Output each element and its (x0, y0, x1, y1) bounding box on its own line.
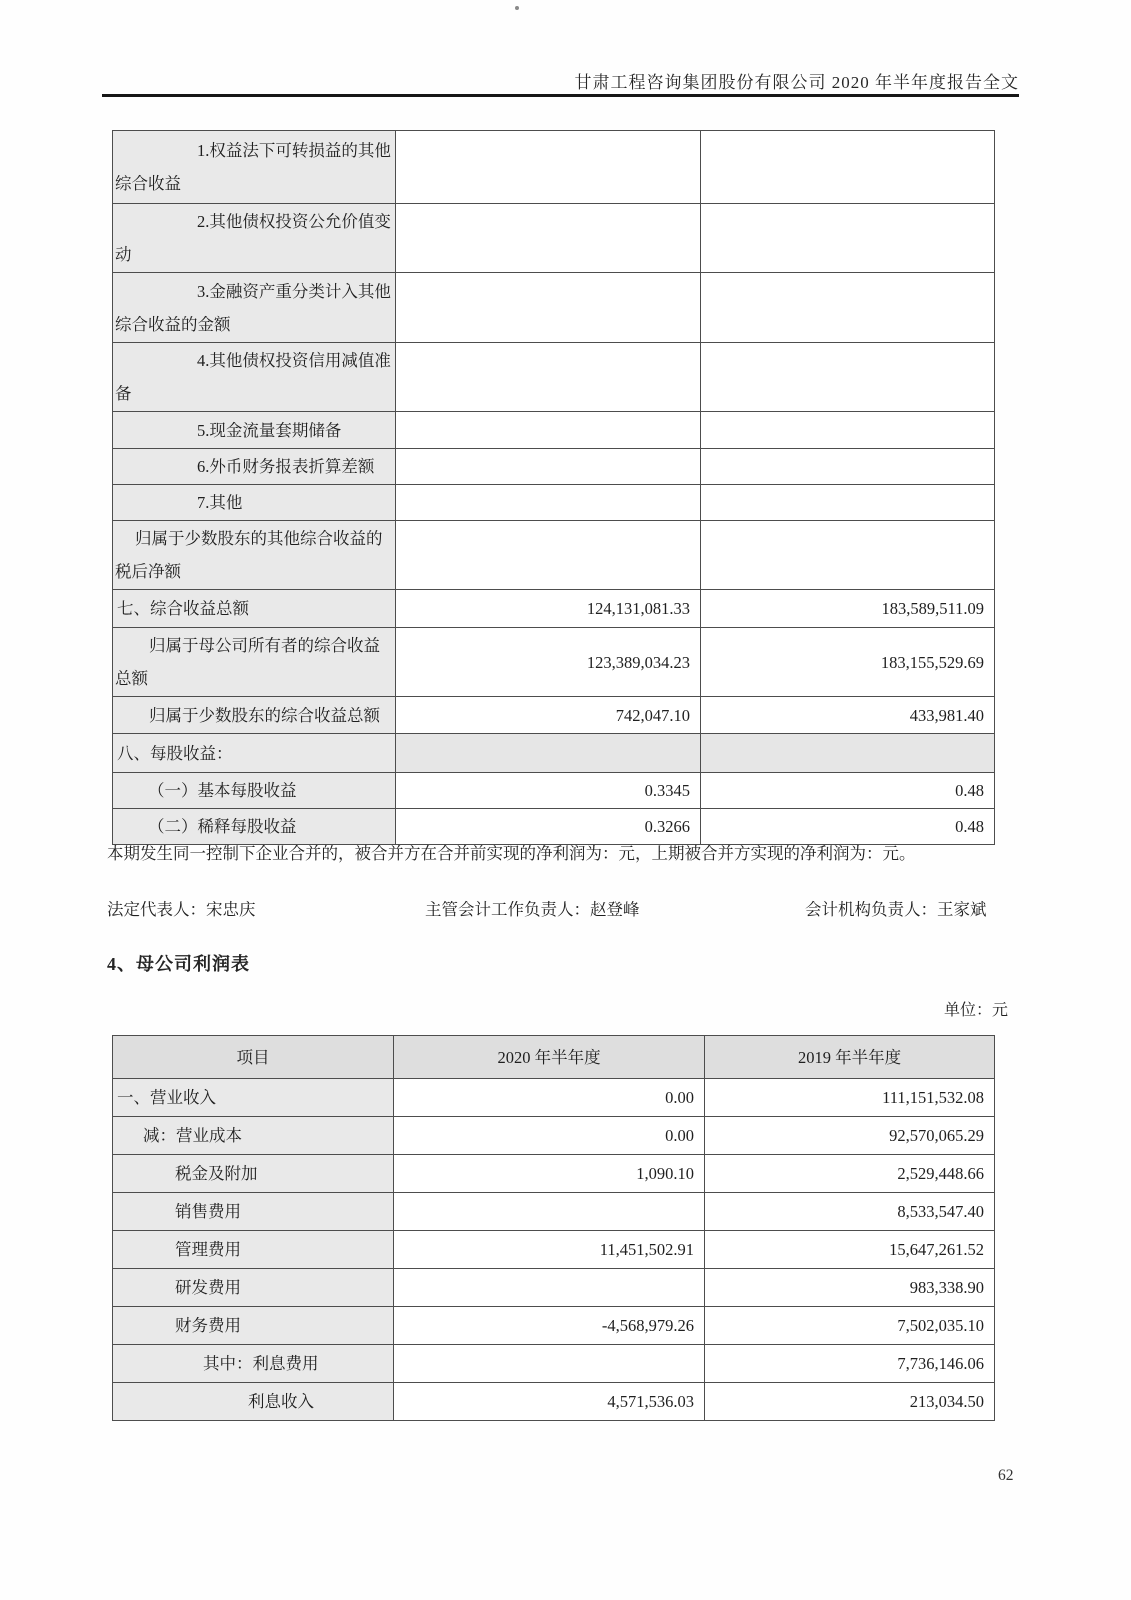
table-row (113, 1345, 995, 1383)
value-2020 (394, 1269, 705, 1307)
table-row (113, 204, 995, 273)
value-2019: 213,034.50 (705, 1383, 995, 1421)
value-2020 (396, 273, 701, 343)
row-label: 减：营业成本 (113, 1117, 394, 1155)
row-label: 6.外币财务报表折算差额 (113, 449, 396, 485)
table-row (113, 590, 995, 628)
table-row (113, 1231, 995, 1269)
merger-note-text: 本期发生同一控制下企业合并的，被合并方在合并前实现的净利润为：元，上期被合并方实现的净利润为：元。 (107, 844, 916, 863)
row-label: 归属于少数股东的其他综合收益的税后净额 (113, 521, 396, 590)
table-row (113, 1383, 995, 1421)
table-row (113, 697, 995, 734)
value-2020: 4,571,536.03 (394, 1383, 705, 1421)
row-label: 八、每股收益： (113, 734, 396, 773)
table-row (113, 1193, 995, 1231)
value-2020 (396, 131, 701, 204)
row-label: 归属于母公司所有者的综合收益总额 (113, 628, 396, 697)
value-2019: 0.48 (701, 773, 995, 809)
header-divider (102, 94, 1019, 97)
value-2020 (394, 1345, 705, 1383)
table-row (113, 343, 995, 412)
value-2020: 1,090.10 (394, 1155, 705, 1193)
value-2019 (701, 273, 995, 343)
table-row (113, 734, 995, 773)
value-2020 (396, 734, 701, 773)
table-row (113, 485, 995, 521)
value-2019: 92,570,065.29 (705, 1117, 995, 1155)
value-2020 (396, 204, 701, 273)
value-2019: 8,533,547.40 (705, 1193, 995, 1231)
value-2019: 983,338.90 (705, 1269, 995, 1307)
value-2019 (701, 204, 995, 273)
table-row (113, 1307, 995, 1345)
value-2019 (701, 521, 995, 590)
table-row (113, 521, 995, 590)
row-label: 其中：利息费用 (113, 1345, 394, 1383)
value-2019: 7,736,146.06 (705, 1345, 995, 1383)
value-2019: 15,647,261.52 (705, 1231, 995, 1269)
value-2019: 2,529,448.66 (705, 1155, 995, 1193)
value-2019: 183,589,511.09 (701, 590, 995, 628)
value-2020 (396, 449, 701, 485)
section-title: 4、母公司利润表 (107, 954, 250, 974)
value-2020: 742,047.10 (396, 697, 701, 734)
value-2020 (396, 412, 701, 449)
value-2020 (396, 521, 701, 590)
value-2020 (394, 1193, 705, 1231)
row-label: 4.其他债权投资信用减值准备 (113, 343, 396, 412)
value-2020: 0.00 (394, 1117, 705, 1155)
row-label: 七、综合收益总额 (113, 590, 396, 628)
legal-representative-signature: 法定代表人：宋忠庆 (107, 900, 256, 919)
row-label: 5.现金流量套期储备 (113, 412, 396, 449)
value-2019: 0.48 (701, 809, 995, 845)
parent-company-income-table (112, 1035, 995, 1421)
value-2019: 183,155,529.69 (701, 628, 995, 697)
row-label: 2.其他债权投资公允价值变动 (113, 204, 396, 273)
row-label: （一）基本每股收益 (113, 773, 396, 809)
value-2020 (396, 485, 701, 521)
value-2019 (701, 412, 995, 449)
row-label: 税金及附加 (113, 1155, 394, 1193)
table-row (113, 628, 995, 697)
value-2020: 0.00 (394, 1079, 705, 1117)
row-label: 研发费用 (113, 1269, 394, 1307)
value-2020: 123,389,034.23 (396, 628, 701, 697)
table-row (113, 449, 995, 485)
value-2019 (701, 485, 995, 521)
value-2020: 11,451,502.91 (394, 1231, 705, 1269)
value-2019 (701, 343, 995, 412)
row-label: 1.权益法下可转损益的其他综合收益 (113, 131, 396, 204)
scan-artifact-dot (515, 6, 519, 10)
table-row (113, 1117, 995, 1155)
value-2020: 124,131,081.33 (396, 590, 701, 628)
table-row (113, 1079, 995, 1117)
value-2019 (701, 734, 995, 773)
page-number: 62 (998, 1467, 1014, 1484)
table-row (113, 273, 995, 343)
chief-accounting-officer-signature: 主管会计工作负责人：赵登峰 (425, 900, 640, 919)
table-row (113, 773, 995, 809)
page-header-title: 甘肃工程咨询集团股份有限公司 2020 年半年度报告全文 (574, 73, 1019, 92)
unit-label: 单位：元 (943, 1002, 1008, 1019)
table-row (113, 131, 995, 204)
row-label: （二）稀释每股收益 (113, 809, 396, 845)
row-label: 管理费用 (113, 1231, 394, 1269)
value-2019 (701, 131, 995, 204)
table-header-row (113, 1036, 995, 1079)
column-header-2020: 2020 年半年度 (394, 1036, 705, 1079)
row-label: 利息收入 (113, 1383, 394, 1421)
row-label: 一、营业收入 (113, 1079, 394, 1117)
column-header-2019: 2019 年半年度 (705, 1036, 995, 1079)
row-label: 3.金融资产重分类计入其他综合收益的金额 (113, 273, 396, 343)
value-2020 (396, 343, 701, 412)
table-row (113, 1269, 995, 1307)
row-label: 7.其他 (113, 485, 396, 521)
signature-row (0, 896, 1131, 920)
value-2019: 7,502,035.10 (705, 1307, 995, 1345)
column-header-item: 项目 (113, 1036, 394, 1079)
value-2019 (701, 449, 995, 485)
table-row (113, 1155, 995, 1193)
comprehensive-income-table (112, 130, 995, 845)
value-2019: 111,151,532.08 (705, 1079, 995, 1117)
table-row (113, 412, 995, 449)
value-2019: 433,981.40 (701, 697, 995, 734)
row-label: 归属于少数股东的综合收益总额 (113, 697, 396, 734)
row-label: 销售费用 (113, 1193, 394, 1231)
value-2020: 0.3345 (396, 773, 701, 809)
value-2020: 0.3266 (396, 809, 701, 845)
row-label: 财务费用 (113, 1307, 394, 1345)
value-2020: -4,568,979.26 (394, 1307, 705, 1345)
accounting-department-head-signature: 会计机构负责人：王家斌 (805, 900, 987, 919)
